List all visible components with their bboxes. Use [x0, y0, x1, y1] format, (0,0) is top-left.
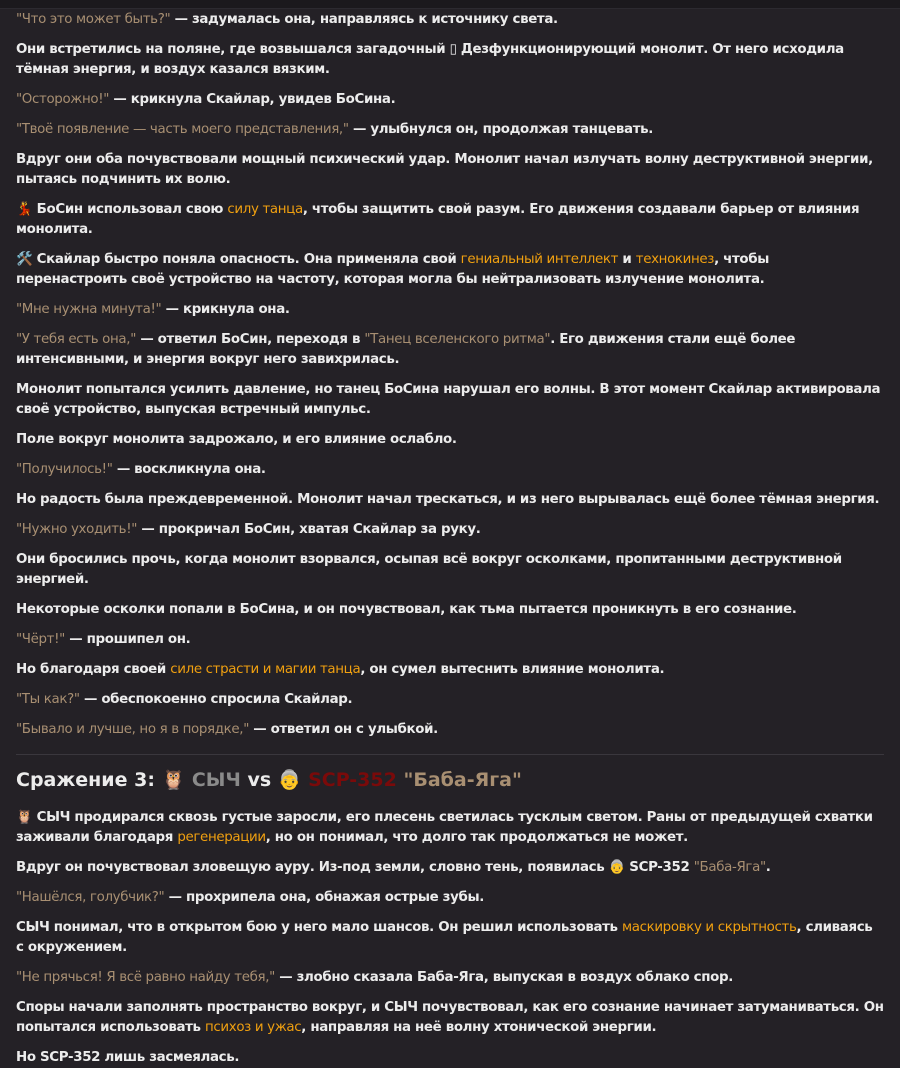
fighter2-scp: SCP-352 — [308, 769, 397, 791]
dialogue-quote: "Мне нужна минута!" — [16, 302, 162, 317]
fighter1-name: СЫЧ — [191, 769, 241, 791]
story-paragraph — [16, 430, 884, 450]
narration-text: — ответил БоСин, переходя в — [136, 332, 365, 347]
emoji-icon: 🛠️ — [16, 252, 33, 267]
narration-text: — ответил он с улыбкой. — [249, 722, 438, 737]
story-paragraph — [16, 90, 884, 110]
ability-highlight: силе страсти и магии танца — [170, 662, 361, 677]
vs-label: vs — [240, 769, 278, 791]
story-paragraph — [16, 120, 884, 140]
story-paragraph — [16, 858, 884, 878]
story-paragraph — [16, 1048, 884, 1068]
dialogue-quote: "Танец вселенского ритма" — [364, 332, 551, 347]
narration-text: , но он понимал, что долго так продолжаться не может. — [265, 830, 688, 845]
story-section-after — [16, 808, 884, 1068]
narration-text: Вдруг он почувствовал зловещую ауру. Из-под земли, словно тень, появилась — [16, 860, 609, 875]
emoji-icon: 💃 — [16, 202, 33, 217]
ability-highlight: технокинез — [635, 252, 715, 267]
narration-text: Но SCP-352 лишь засмеялась. — [16, 1050, 240, 1065]
owl-icon: 🦉 — [161, 769, 186, 791]
story-paragraph — [16, 600, 884, 620]
ability-highlight: маскировку и скрытность — [621, 920, 797, 935]
story-paragraph — [16, 150, 884, 190]
narration-text: Поле вокруг монолита задрожало, и его влияние ослабло. — [16, 432, 457, 447]
story-content — [0, 9, 900, 1068]
fighter2-name: "Баба-Яга" — [403, 769, 522, 791]
story-paragraph — [16, 10, 884, 30]
narration-text: Но благодаря своей — [16, 662, 171, 677]
dialogue-quote: "Осторожно!" — [16, 92, 110, 107]
story-paragraph — [16, 520, 884, 540]
narration-text: , направляя на неё волну хтонической энергии. — [301, 1020, 657, 1035]
dialogue-quote: "Твоё появление — часть моего представления," — [16, 122, 349, 137]
story-paragraph — [16, 380, 884, 420]
top-toolbar — [0, 0, 900, 9]
story-paragraph — [16, 720, 884, 740]
narration-text: , сливаясь с окружением. — [16, 920, 873, 955]
dialogue-quote: "Ты как?" — [16, 692, 80, 707]
narration-text: — прокричал БоСин, хватая Скайлар за руку. — [137, 522, 481, 537]
narration-text: Вдруг они оба почувствовали мощный психический удар. Монолит начал излучать волну деструктивной энергии, пытаясь подчинить их волю. — [16, 152, 873, 187]
story-paragraph — [16, 330, 884, 370]
story-paragraph — [16, 250, 884, 290]
story-paragraph — [16, 998, 884, 1038]
granny-icon: 👵 — [277, 769, 302, 791]
narration-text: , он сумел вытеснить влияние монолита. — [360, 662, 665, 677]
narration-text: Они встретились на поляне, где возвышался загадочный ▯ Дезфункционирующий монолит. От него исходила тёмная энергия, и воздух казался вязким. — [16, 42, 844, 77]
story-paragraph — [16, 40, 884, 80]
dialogue-quote: "У тебя есть она," — [16, 332, 137, 347]
narration-text: . Его движения стали ещё более интенсивными, и энергия вокруг него завихрилась. — [16, 332, 796, 367]
narration-text: Скайлар быстро поняла опасность. Она применяла свой — [32, 252, 461, 267]
dialogue-quote: "Чёрт!" — [16, 632, 65, 647]
narration-text: — крикнула Скайлар, увидев БоСина. — [109, 92, 396, 107]
story-paragraph — [16, 808, 884, 848]
narration-text: и — [618, 252, 636, 267]
ability-highlight: гениальный интеллект — [460, 252, 619, 267]
dialogue-quote: "Нужно уходить!" — [16, 522, 138, 537]
narration-text: . — [765, 860, 771, 875]
dialogue-quote: "Бывало и лучше, но я в порядке," — [16, 722, 249, 737]
narration-text: , чтобы защитить свой разум. Его движения создавали барьер от влияния монолита. — [16, 202, 860, 237]
ability-highlight: силу танца — [227, 202, 303, 217]
narration-text: — прохрипела она, обнажая острые зубы. — [164, 890, 484, 905]
narration-text: Споры начали заполнять пространство вокруг, и СЫЧ почувствовал, как его сознание начинает затуманиваться. Он попытался использовать — [16, 1000, 884, 1035]
narration-text: SCP-352 — [625, 860, 694, 875]
narration-text: — воскликнула она. — [112, 462, 266, 477]
narration-text: СЫЧ понимал, что в открытом бою у него мало шансов. Он решил использовать — [16, 920, 622, 935]
narration-text: Некоторые осколки попали в БоСина, и он почувствовал, как тьма пытается проникнуть в его сознание. — [16, 602, 797, 617]
story-paragraph — [16, 630, 884, 650]
heading-prefix: Сражение 3: — [16, 769, 162, 791]
story-paragraph — [16, 690, 884, 710]
story-section-before — [16, 10, 884, 740]
narration-text: — обеспокоенно спросила Скайлар. — [79, 692, 353, 707]
dialogue-quote: "Что это может быть?" — [16, 12, 171, 27]
emoji-icon: 👵 — [608, 860, 625, 875]
narration-text: — крикнула она. — [161, 302, 290, 317]
story-paragraph — [16, 918, 884, 958]
ability-highlight: психоз и ужас — [205, 1020, 302, 1035]
story-paragraph — [16, 300, 884, 320]
narration-text: , чтобы перенастроить своё устройство на частоту, которая могла бы нейтрализовать излучение монолита. — [16, 252, 770, 287]
narration-text: Но радость была преждевременной. Монолит начал трескаться, и из него вырывалась ещё более тёмная энергия. — [16, 492, 880, 507]
narration-text: — улыбнулся он, продолжая танцевать. — [348, 122, 653, 137]
narration-text: Они бросились прочь, когда монолит взорвался, осыпая всё вокруг осколками, пропитанными деструктивной энергией. — [16, 552, 842, 587]
story-paragraph — [16, 968, 884, 988]
story-paragraph — [16, 460, 884, 480]
emoji-icon: 🦉 — [16, 810, 33, 825]
narration-text: СЫЧ продирался сквозь густые заросли, его плесень светилась тусклым светом. Раны от предыдущей схватки заживали благодаря — [16, 810, 873, 845]
battle-heading — [16, 754, 884, 792]
narration-text: — прошипел он. — [64, 632, 191, 647]
narration-text: БоСин использовал свою — [32, 202, 228, 217]
narration-text: — злобно сказала Баба-Яга, выпуская в воздух облако спор. — [274, 970, 733, 985]
dialogue-quote: "Нашёлся, голубчик?" — [16, 890, 165, 905]
story-paragraph — [16, 888, 884, 908]
story-paragraph — [16, 490, 884, 510]
ability-highlight: регенерации — [177, 830, 266, 845]
dialogue-quote: "Не прячься! Я всё равно найду тебя," — [16, 970, 275, 985]
dialogue-quote: "Получилось!" — [16, 462, 113, 477]
narration-text: — задумалась она, направляясь к источнику света. — [170, 12, 558, 27]
story-paragraph — [16, 200, 884, 240]
story-paragraph — [16, 550, 884, 590]
story-paragraph — [16, 660, 884, 680]
dialogue-quote: "Баба-Яга" — [693, 860, 766, 875]
narration-text: Монолит попытался усилить давление, но танец БоСина нарушал его волны. В этот момент Скайлар активировала своё устройство, выпуская встречный импульс. — [16, 382, 881, 417]
